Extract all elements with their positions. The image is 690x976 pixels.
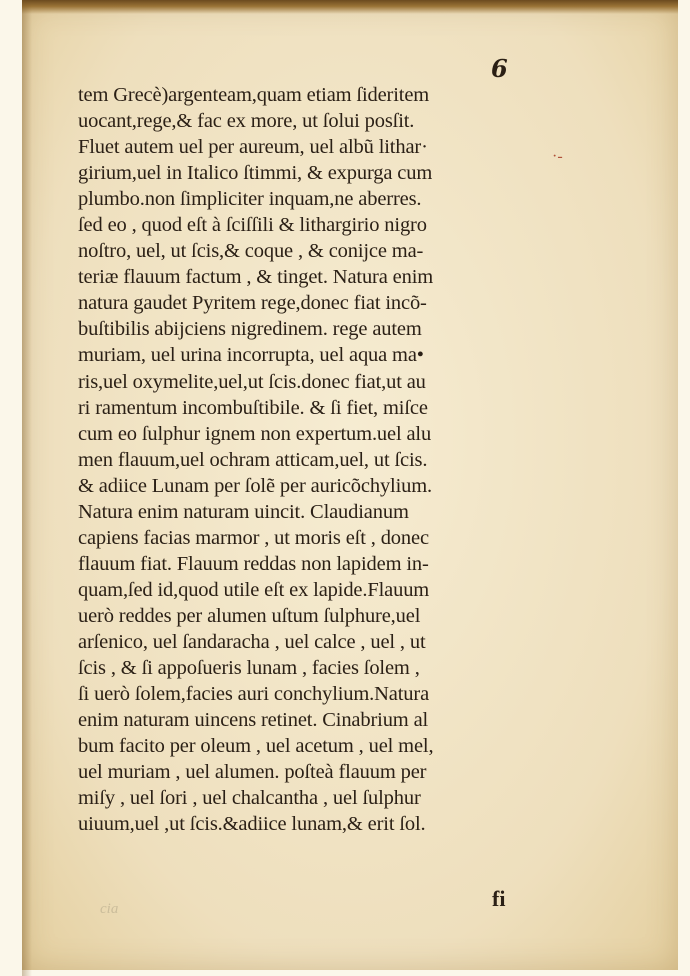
text-line: uocant,rege,& fac ex more, ut ſolui posſit. bbox=[78, 110, 415, 133]
text-line: ſi uerò ſolem,facies auri conchylium.Natura bbox=[78, 683, 430, 706]
margin-mark: ·- bbox=[552, 148, 563, 165]
text-line: girium,uel in Italico ſtimmi, & expurga cum bbox=[78, 162, 433, 185]
page-number: 6 bbox=[491, 54, 508, 83]
text-line: & adiice Lunam per ſolẽ per auricõchylium. bbox=[78, 474, 433, 497]
text-line: flauum fiat. Flauum reddas non lapidem in- bbox=[78, 552, 429, 575]
text-line: cum eo ſulphur ignem non expertum.uel alu bbox=[78, 422, 432, 445]
text-line: enim naturam uincens retinet. Cinabrium al bbox=[78, 709, 429, 732]
text-line: miſy , uel ſori , uel chalcantha , uel ſulphur bbox=[78, 787, 421, 810]
body-text bbox=[78, 82, 548, 837]
text-line: natura gaudet Pyritem rege,donec fiat incõ- bbox=[78, 292, 427, 315]
text-line: ris,uel oxymelite,uel,ut ſcis.donec fiat,ut au bbox=[78, 370, 426, 393]
text-line: uel muriam , uel alumen. poſteà flauum per bbox=[78, 761, 427, 784]
text-line: ri ramentum incombuſtibile. & ſi fiet, miſce bbox=[78, 396, 428, 419]
faded-bleed-through-mark: cia bbox=[100, 901, 119, 917]
text-line: tem Grecè)argenteam,quam etiam ſideritem bbox=[78, 84, 430, 106]
text-line: capiens facias marmor , ut moris eſt , donec bbox=[78, 526, 429, 549]
text-line: buſtibilis abijciens nigredinem. rege autem bbox=[78, 318, 422, 341]
text-line: ſed eo , quod eſt à ſciſſili & lithargirio nigro bbox=[78, 214, 427, 237]
text-line: ſcis , & ſi appoſueris lunam , facies ſolem , bbox=[78, 657, 420, 680]
text-line: Fluet autem uel per aureum, uel albũ lithar· bbox=[78, 136, 428, 159]
text-line: quam,ſed id,quod utile eſt ex lapide.Flauum bbox=[78, 578, 430, 601]
text-line: teriæ flauum factum , & tinget. Natura enim bbox=[78, 266, 434, 289]
page-top-edge bbox=[22, 0, 678, 14]
text-line: Natura enim naturam uincit. Claudianum bbox=[78, 500, 409, 523]
page-gutter-shadow bbox=[22, 0, 32, 976]
text-line: muriam, uel urina incorrupta, uel aqua ma• bbox=[78, 344, 424, 367]
catchword: fi bbox=[492, 886, 506, 911]
text-line: men flauum,uel ochram atticam,uel, ut ſcis. bbox=[78, 448, 428, 471]
text-line: plumbo.non ſimpliciter inquam,ne aberres. bbox=[78, 188, 422, 211]
text-line: arſenico, uel ſandaracha , uel calce , uel , ut bbox=[78, 630, 426, 653]
text-line: noſtro, uel, ut ſcis,& coque , & conijce ma- bbox=[78, 240, 424, 263]
text-line: uerò reddes per alumen uſtum ſulphure,uel bbox=[78, 604, 421, 627]
text-line: bum facito per oleum , uel acetum , uel mel, bbox=[78, 735, 434, 758]
text-line: uiuum,uel ,ut ſcis.&adiice lunam,& erit ſol. bbox=[78, 813, 426, 836]
